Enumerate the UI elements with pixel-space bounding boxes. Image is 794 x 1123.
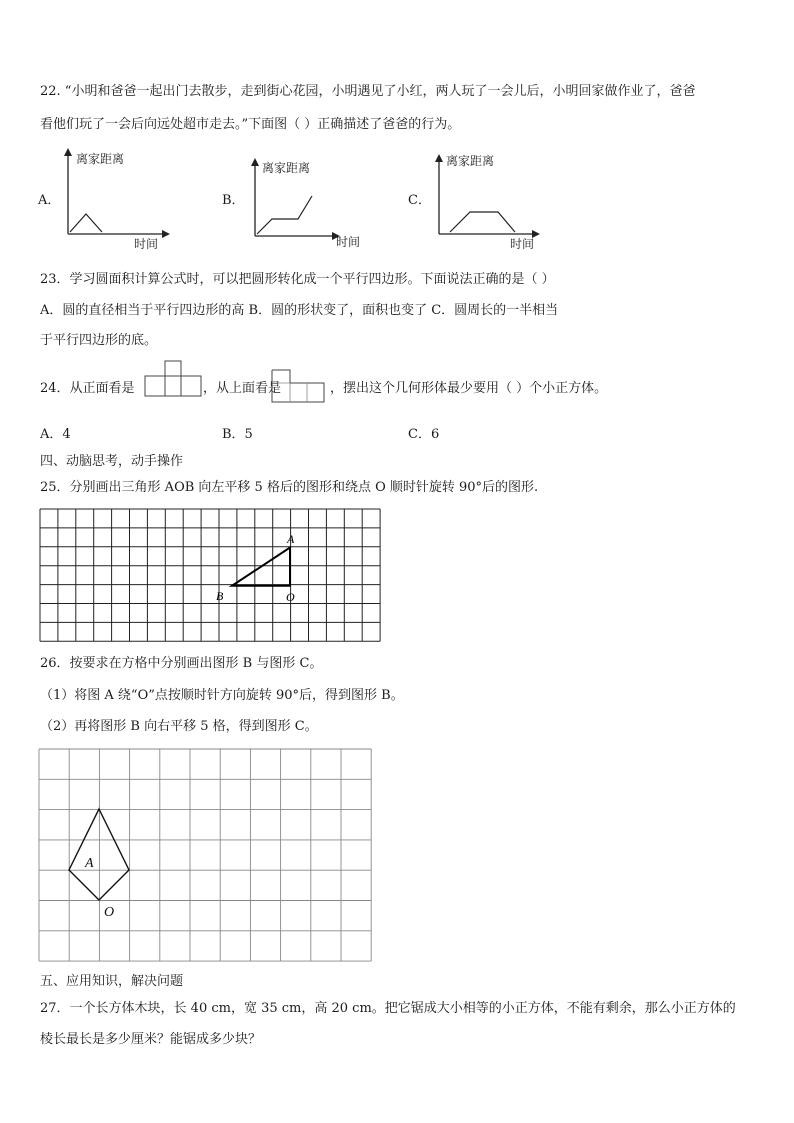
q23-stem: 23．学习圆面积计算公式时，可以把圆形转化成一个平行四边形。下面说法正确的是（ ） [40, 272, 555, 287]
q22-b-xaxis-label: 时间 [336, 235, 361, 249]
q22-c-yaxis-label: 离家距离 [446, 154, 495, 168]
q22-c-xaxis-label: 时间 [510, 237, 535, 251]
q22-a-yaxis-label: 离家距离 [76, 152, 125, 166]
q24-option-a: A．4 [40, 427, 71, 442]
label-a: A [287, 532, 295, 546]
q23-options-line: A．圆的直径相当于平行四边形的高 B．圆的形状变了，面积也变了 C．圆周长的一半相当 [40, 303, 559, 318]
q24-option-b: B．5 [222, 427, 253, 442]
q24-text-part3: ，摆出这个几何形体最少要用（ ）个小正方体。 [330, 381, 608, 396]
q26-step2: （2）再将图形 B 向右平移 5 格，得到图形 C。 [40, 719, 318, 734]
label-o: O [104, 905, 115, 920]
q22-stem-line1: 22. “小明和爸爸一起出门去散步，走到街心花园，小明遇见了小红，两人玩了一会儿后，小明回家做作业了，爸爸 [40, 84, 696, 99]
label-a: A [85, 856, 94, 871]
section-5-heading: 五、应用知识，解决问题 [40, 974, 184, 989]
q22-stem-line2: 看他们玩了一会后向远处超市走去。”下面图（ ）正确描述了爸爸的行为。 [40, 117, 461, 132]
q27-stem-line2: 棱长最长是多少厘米？能锯成多少块？ [40, 1032, 262, 1047]
q22-option-b-letter: B． [222, 193, 245, 208]
q22-option-c-letter: C． [408, 193, 431, 208]
label-b: B [216, 589, 224, 603]
q25-stem: 25．分别画出三角形 AOB 向左平移 5 格后的图形和绕点 O 顺时针旋转 90°后的图形. [40, 480, 539, 495]
q22-option-a-letter: A． [38, 193, 61, 208]
section-4-heading: 四、动脑思考，动手操作 [40, 454, 184, 469]
q24-text-part2: ，从上面看是 [203, 381, 282, 396]
q26-stem: 26．按要求在方格中分别画出图形 B 与图形 C。 [40, 656, 323, 671]
q22-b-yaxis-label: 离家距离 [262, 161, 311, 175]
label-o: O [286, 590, 295, 604]
q26-step1: （1）将图 A 绕“O”点按顺时针方向旋转 90°后，得到图形 B。 [40, 688, 404, 703]
q24-option-c: C．6 [408, 427, 440, 442]
q24-text-part1: 24．从正面看是 [40, 381, 135, 396]
q22-a-xaxis-label: 时间 [134, 237, 159, 251]
q27-stem-line1: 27．一个长方体木块，长 40 cm，宽 35 cm，高 20 cm。把它锯成大小相等的小正方体，不能有剩余，那么小正方体的 [40, 1001, 736, 1016]
q23-options-line3: 于平行四边形的底。 [40, 333, 158, 348]
